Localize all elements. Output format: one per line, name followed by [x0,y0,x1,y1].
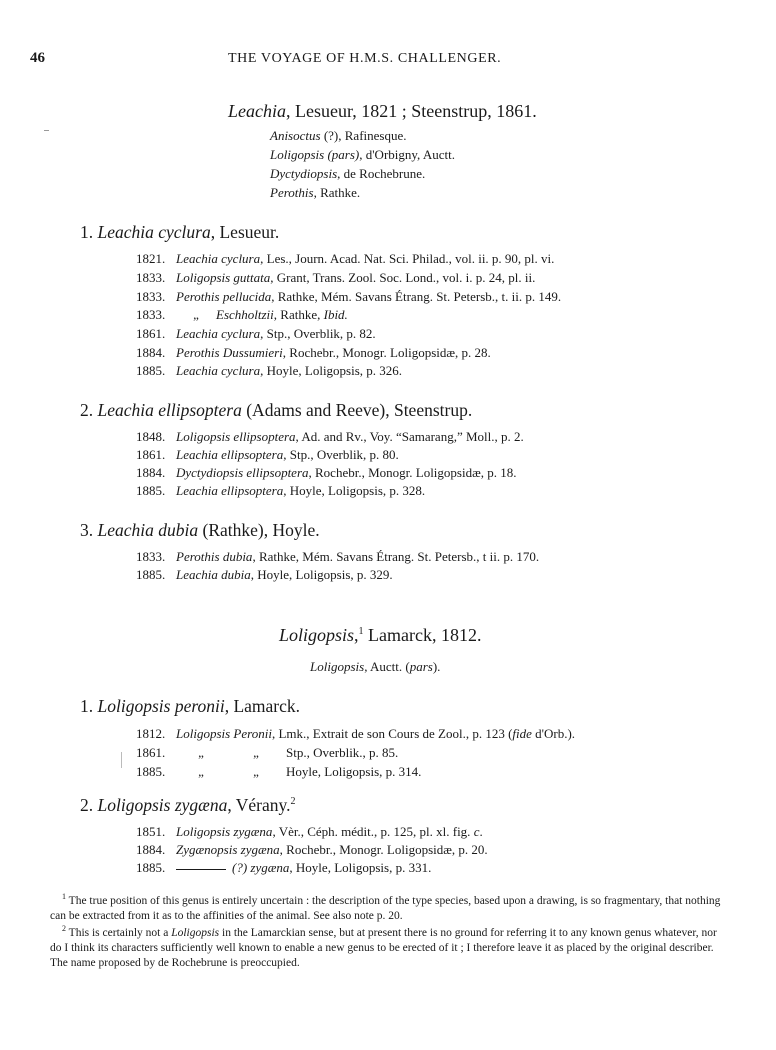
synonym-qualifier: (?) [320,128,339,143]
reference-line [136,764,421,780]
reference-line [136,824,483,840]
synonym-line [270,166,425,182]
ref-text: Stp., Overblik., p. 85. [286,745,399,760]
ref-year: 1812. [136,726,166,741]
reference-line [136,270,535,286]
ref-name: Perothis dubia [176,549,253,564]
margin-mark [121,752,122,768]
genus-authority: , Lesueur, 1821 ; Steenstrup, 1861. [286,101,537,121]
synonym-authority: , d'Orbigny, Auctt. [359,147,455,162]
ref-text: , Rochebr., Monogr. Loligopsidæ, p. 20. [279,842,488,857]
ditto-mark: „ [193,307,199,322]
margin-mark [44,130,49,131]
reference-line [136,549,539,565]
reference-line [136,307,348,323]
ref-name: Perothis pellucida [176,289,272,304]
ref-ibid: Ibid. [323,307,348,322]
species-heading [80,222,279,243]
ref-year: 1861. [136,447,166,462]
species-heading [80,795,296,816]
ref-tail: d'Orb.). [531,726,576,741]
ref-year: 1821. [136,251,166,266]
ref-year: 1861. [136,745,166,760]
species-heading [80,400,472,421]
ref-fide: fide [512,726,532,741]
ref-year: 1851. [136,824,166,839]
genus-authority: Lamarck, 1812. [363,625,482,645]
ref-name: Zygænopsis zygæna [176,842,280,857]
ref-year: 1833. [136,289,166,304]
ref-name: Loligopsis guttata [176,270,271,285]
ref-year: 1884. [136,345,166,360]
reference-line [136,447,399,463]
species-number: 2. [80,400,94,420]
genus-heading-loligopsis: Loligopsis,$^1$ Lamarck, 1812. [279,625,482,645]
species-name: Leachia cyclura [97,222,211,242]
ref-name: Leachia ellipsoptera [176,447,284,462]
species-heading [80,520,320,541]
synonym-authority: , Auctt. ( [364,659,410,674]
ref-year: 1833. [136,270,166,285]
ref-name: Loligopsis Peronii [176,726,272,741]
ref-qualifier: (?) [232,860,248,875]
synonym-authority: , Rathke. [313,185,361,200]
ref-name: Dyctydiopsis ellipsoptera [176,465,309,480]
synonym-authority: , de Rochebrune. [337,166,426,181]
reference-line [136,289,561,305]
ref-text: , Vèr., Céph. médit., p. 125, pl. xl. fig. [272,824,474,839]
species-name: Loligopsis peronii [97,696,225,716]
ref-year: 1833. [136,549,166,564]
ditto-mark: „ [253,745,259,760]
synonym-line [270,185,360,201]
species-authority: (Rathke), Hoyle. [198,520,320,540]
reference-line [136,429,524,445]
footnote-name: Loligopsis [171,926,220,939]
ditto-dash [176,868,226,870]
ref-name: Loligopsis zygæna [176,824,273,839]
reference-line [136,363,402,379]
genus-name: Leachia [228,101,286,121]
ref-text: , Rathke, Mém. Savans Étrang. St. Petersb., t. ii. p. 149. [271,289,562,304]
species-authority: , Lesueur. [210,222,280,242]
synonym-authority: , Rafinesque. [338,128,407,143]
species-authority: , Lamarck. [224,696,301,716]
ref-text: , Rochebr., Monogr. Loligopsidæ, p. 18. [308,465,517,480]
footnote-text: The true position of this genus is entirely uncertain : the description of the type species, based upon a drawing, is so fragmentary, that nothing can be extracted from it as to the affinities of the animal. See also note p. 20. [50,894,721,922]
reference-line [136,345,491,361]
species-name: Leachia ellipsoptera [97,400,242,420]
ref-name: Loligopsis ellipsoptera [176,429,296,444]
reference-line [136,726,575,742]
species-name: Leachia dubia [97,520,199,540]
ref-text: Hoyle, Loligopsis, p. 314. [286,764,422,779]
species-name: Loligopsis zygæna [97,795,228,815]
synonym-line [270,128,406,144]
ref-name: Leachia dubia [176,567,251,582]
ref-year: 1861. [136,326,166,341]
synonym-name: Loligopsis [310,659,365,674]
ref-year: 1885. [136,363,166,378]
genus-heading-leachia [228,101,537,122]
reference-line [136,860,431,876]
ref-year: 1885. [136,764,166,779]
ref-name: Leachia cyclura [176,326,261,341]
footnote-text: in the Lamarckian sense, but at present there is no ground for referring it to any known genus whatever, nor do I think its characters sufficiently well known to enable a new genus to be erected of it ; I therefore leave it as placed by the original describer. The name proposed by de Rochebrune is preoccupied. [50,926,717,969]
species-number: 1. [80,222,94,242]
ref-fig: c [473,824,480,839]
synonym-close: ). [432,659,441,674]
ref-year: 1885. [136,483,166,498]
running-title: THE VOYAGE OF H.M.S. CHALLENGER. [228,51,502,66]
synonym-name: Loligopsis [270,147,325,162]
species-number: 3. [80,520,94,540]
footnote-ref: 2 [290,796,296,808]
ref-text: , Rathke, [273,307,324,322]
ref-name: Perothis Dussumieri [176,345,283,360]
synonym-line [270,147,455,163]
ref-year: 1885. [136,860,166,875]
reference-line [136,842,488,858]
reference-line [136,567,393,583]
ref-text: , Stp., Overblik, p. 80. [283,447,399,462]
footnote-mark: 1 [62,892,66,901]
ref-text: , Rochebr., Monogr. Loligopsidæ, p. 28. [282,345,491,360]
ref-text: , Ad. and Rv., Voy. “Samarang,” Moll., p. 2. [295,429,524,444]
ref-name: Eschholtzii [216,307,274,322]
synonym-name: Anisoctus [270,128,321,143]
ref-text: , Rathke, Mém. Savans Étrang. St. Petersb., t ii. p. 170. [252,549,540,564]
ref-name: Leachia ellipsoptera [176,483,284,498]
ref-year: 1848. [136,429,166,444]
ref-name: zygæna [250,860,290,875]
reference-line [136,326,376,342]
synonym-name: Perothis [270,185,314,200]
ref-name: Leachia cyclura [176,251,261,266]
synonym-name: Dyctydiopsis [270,166,338,181]
reference-line [136,465,517,481]
genus-name: Loligopsis [279,625,355,645]
ref-text: , Hoyle, Loligopsis, p. 331. [289,860,432,875]
species-heading [80,696,300,717]
footnote-1 [50,889,726,924]
synonym-qualifier: (pars) [324,147,360,162]
reference-line [136,483,425,499]
ref-text: , Grant, Trans. Zool. Soc. Lond., vol. i. p. 24, pl. ii. [270,270,536,285]
footnote-text: This is certainly not a [66,926,172,939]
ref-text: , Hoyle, Loligopsis, p. 329. [250,567,393,582]
footnote-mark: 2 [62,924,66,933]
ref-text: , Hoyle, Loligopsis, p. 326. [260,363,403,378]
ditto-mark: „ [198,745,204,760]
species-number: 1. [80,696,94,716]
reference-line [136,251,554,267]
ref-year: 1884. [136,465,166,480]
ref-text: , Les., Journ. Acad. Nat. Sci. Philad., vol. ii. p. 90, pl. vi. [260,251,555,266]
species-authority: (Adams and Reeve), Steenstrup. [241,400,473,420]
ref-text: , Lmk., Extrait de son Cours de Zool., p. 123 ( [271,726,513,741]
ref-year: 1833. [136,307,166,322]
ref-text: , Stp., Overblik, p. 82. [260,326,376,341]
page-number: 46 [30,50,45,66]
footnote-2 [50,921,726,971]
footnote-ref: 1 [358,626,364,637]
synonym-line [310,659,440,675]
ditto-mark: „ [198,764,204,779]
species-authority: , Vérany. [227,795,291,815]
ref-name: Leachia cyclura [176,363,261,378]
reference-line [136,745,398,761]
ref-year: 1884. [136,842,166,857]
species-number: 2. [80,795,94,815]
synonym-qualifier: pars [409,659,433,674]
ditto-mark: „ [253,764,259,779]
ref-year: 1885. [136,567,166,582]
ref-text: , Hoyle, Loligopsis, p. 328. [283,483,426,498]
ref-tail: . [479,824,483,839]
